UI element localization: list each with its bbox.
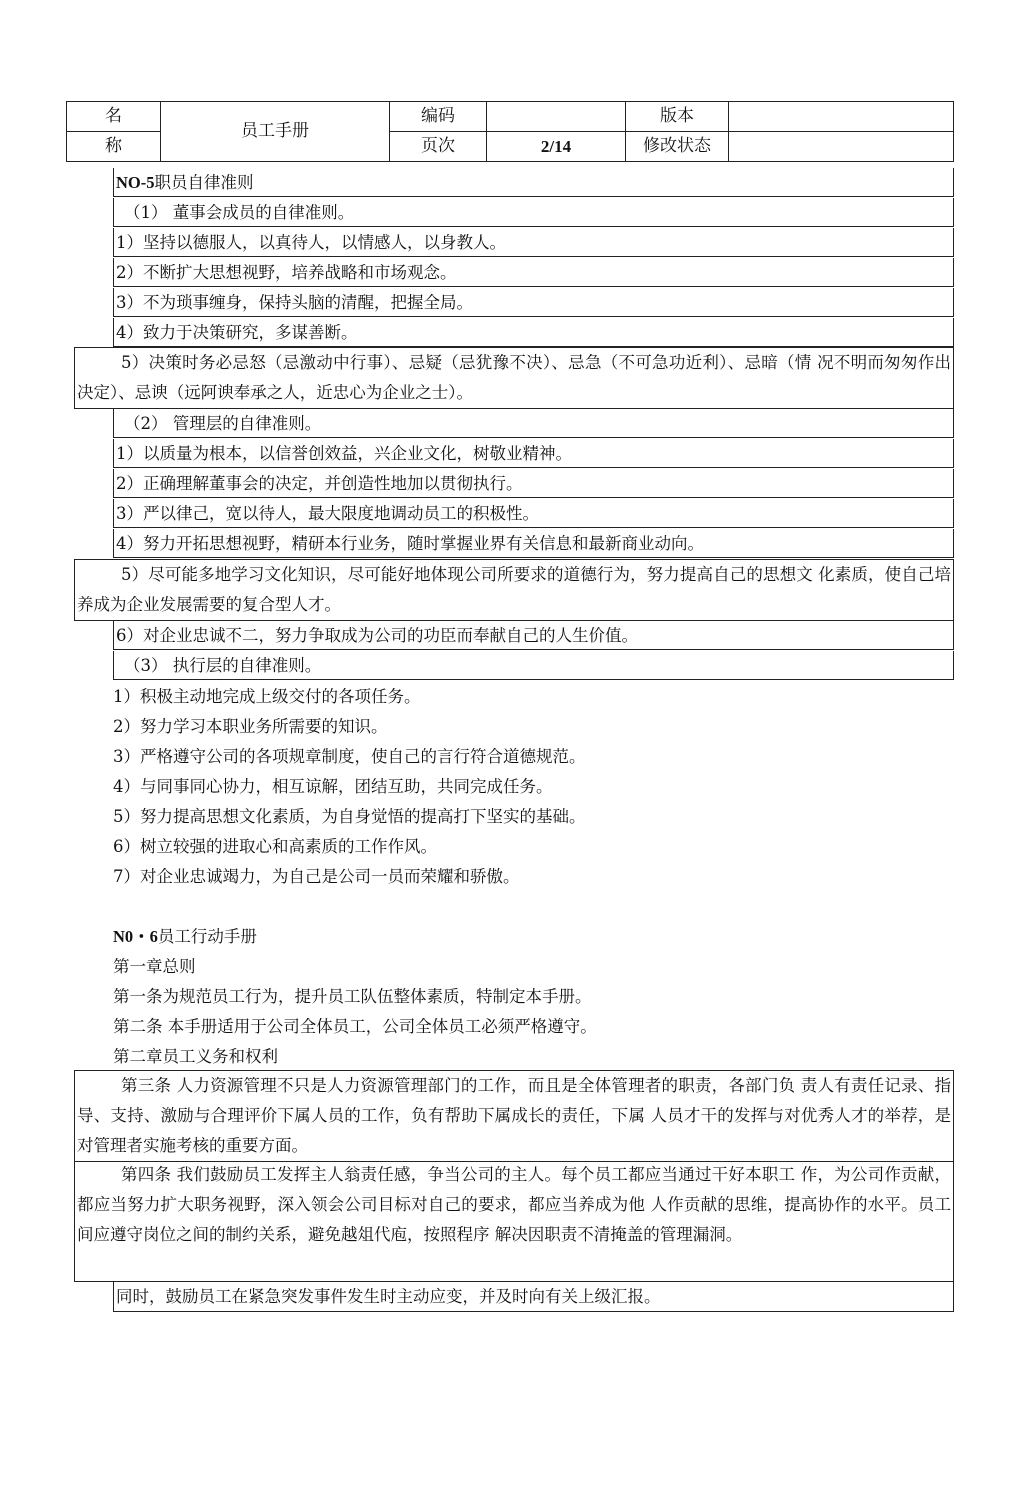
list-item: 5）努力提高思想文化素质，为自身觉悟的提高打下坚实的基础。 xyxy=(113,807,586,826)
chapter1-heading: 第一章总则 xyxy=(113,957,196,976)
list-item: 4）努力开拓思想视野，精研本行业务，随时掌握业界有关信息和最新商业动向。 xyxy=(113,529,954,558)
list-item: 2）不断扩大思想视野，培养战略和市场观念。 xyxy=(113,258,954,287)
code-label: 编码 xyxy=(390,102,487,132)
article-2: 第二条 本手册适用于公司全体员工，公司全体员工必须严格遵守。 xyxy=(113,1017,597,1036)
article-1: 第一条为规范员工行为，提升员工队伍整体素质，特制定本手册。 xyxy=(113,987,592,1006)
list-item: 1）积极主动地完成上级交付的各项任务。 xyxy=(113,687,421,706)
list-item: 3）不为琐事缠身，保持头脑的清醒，把握全局。 xyxy=(113,288,954,317)
section5-heading xyxy=(113,168,954,197)
name-label-bottom: 称 xyxy=(67,132,161,162)
paragraph-text: 5）决策时务必忌怒（忌激动中行事）、忌疑（忌犹豫不决）、忌急（不可急功近利）、忌暗（情 况不明而匆匆作出决定）、忌谀（远阿谀奉承之人，近忠心为企业之士）。 xyxy=(77,353,951,402)
list-item: 7）对企业忠诚竭力，为自己是公司一员而荣耀和骄傲。 xyxy=(113,867,520,886)
list-item: 1）以质量为根本，以信誉创效益，兴企业文化，树敬业精神。 xyxy=(113,439,954,468)
page-label: 页次 xyxy=(390,132,487,162)
article-4-continuation: 同时，鼓励员工在紧急突发事件发生时主动应变，并及时向有关上级汇报。 xyxy=(113,1282,954,1312)
revision-value xyxy=(729,132,954,162)
list-item: 4）致力于决策研究，多谋善断。 xyxy=(113,318,954,347)
document-name: 员工手册 xyxy=(161,102,390,162)
paragraph-text: 第三条 人力资源管理不只是人力资源管理部门的工作，而且是全体管理者的职责，各部门负 责人有责任记录、指导、支持、激励与合理评价下属人员的工作，负有帮助下属成长的责任，下属 人员才干的发挥与对优秀人才的举荐，是对管理者实施考核的重要方面。 xyxy=(77,1076,951,1155)
code-value xyxy=(487,102,626,132)
section6-title: 员工行动手册 xyxy=(157,927,257,946)
chapter2-heading: 第二章员工义务和权利 xyxy=(113,1047,278,1066)
paragraph-text: 5）尽可能多地学习文化知识，尽可能好地体现公司所要求的道德行为，努力提高自己的思想文 化素质，使自己培养成为企业发展需要的复合型人才。 xyxy=(77,565,951,614)
subheading-board: （1） 董事会成员的自律准则。 xyxy=(113,198,954,227)
revision-label: 修改状态 xyxy=(626,132,729,162)
subheading-execution: （3） 执行层的自律准则。 xyxy=(113,651,954,680)
document-header-table xyxy=(66,101,954,162)
paragraph-management-item5 xyxy=(74,559,954,621)
section6-heading xyxy=(113,922,257,952)
section6-number: N0・6 xyxy=(113,927,158,946)
list-item: 2）正确理解董事会的决定，并创造性地加以贯彻执行。 xyxy=(113,469,954,498)
list-item: 3）严格遵守公司的各项规章制度，使自己的言行符合道德规范。 xyxy=(113,747,586,766)
list-item: 3）严以律己，宽以待人，最大限度地调动员工的积极性。 xyxy=(113,499,954,528)
article-3 xyxy=(74,1070,954,1162)
section5-number: NO-5 xyxy=(116,173,155,192)
paragraph-text: 第四条 我们鼓励员工发挥主人翁责任感，争当公司的主人。每个员工都应当通过干好本职工 作，为公司作贡献，都应当努力扩大职务视野，深入领会公司目标对自己的要求，都应当养成为他 人作贡献的思维，提高协作的水平。员工间应遵守岗位之间的制约关系，避免越俎代庖，按照程序 解决因职责不清掩盖的管理漏洞。 xyxy=(77,1165,951,1244)
list-item: 1）坚持以德服人，以真待人，以情感人，以身教人。 xyxy=(113,228,954,257)
paragraph-board-item5 xyxy=(74,347,954,409)
section5-title: 职员自律准则 xyxy=(154,173,254,192)
article-4 xyxy=(74,1160,954,1282)
name-label-top: 名 xyxy=(67,102,161,132)
list-item: 6）对企业忠诚不二，努力争取成为公司的功臣而奉献自己的人生价值。 xyxy=(113,621,954,650)
list-item: 6）树立较强的进取心和高素质的工作作风。 xyxy=(113,837,437,856)
list-item: 4）与同事同心协力，相互谅解，团结互助，共同完成任务。 xyxy=(113,777,553,796)
page-value: 2/14 xyxy=(487,132,626,162)
version-label: 版本 xyxy=(626,102,729,132)
list-item: 2）努力学习本职业务所需要的知识。 xyxy=(113,717,388,736)
version-value xyxy=(729,102,954,132)
subheading-management: （2） 管理层的自律准则。 xyxy=(113,409,954,438)
